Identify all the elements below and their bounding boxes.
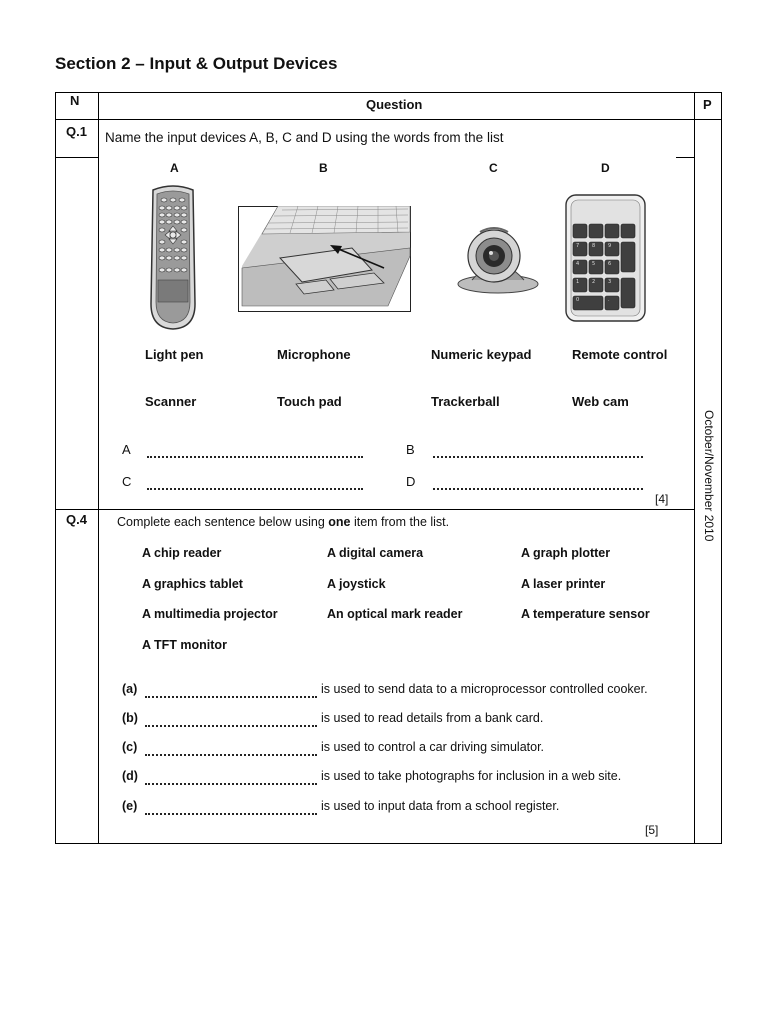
- q1-answer-line-a[interactable]: [147, 456, 363, 458]
- q4-sentence-label-d: (d): [122, 769, 138, 783]
- q1-answer-label-b: B: [406, 442, 415, 457]
- q1-answer-line-b[interactable]: [433, 456, 643, 458]
- exam-date-note: October/November 2010: [702, 410, 716, 542]
- q1-option-microphone: Microphone: [277, 347, 351, 362]
- q4-option-graph-plotter: A graph plotter: [521, 546, 611, 560]
- q4-option-optical-mark-reader: An optical mark reader: [327, 607, 463, 621]
- column-divider-p: [694, 92, 695, 844]
- q1-answer-label-d: D: [406, 474, 416, 489]
- q1-option-touch-pad: Touch pad: [277, 394, 342, 409]
- q4-answer-line-e[interactable]: [145, 813, 317, 815]
- svg-text:4: 4: [576, 261, 580, 267]
- q1-option-scanner: Scanner: [145, 394, 197, 409]
- svg-text:0: 0: [576, 297, 580, 303]
- q4-sentence-label-b: (b): [122, 711, 138, 725]
- q4-prompt-emphasis: one: [328, 515, 351, 529]
- svg-text:8: 8: [592, 243, 596, 249]
- svg-text:.: .: [608, 297, 610, 303]
- q4-sentence-text-e: is used to input data from a school register.: [321, 799, 560, 813]
- q1-number: Q.1: [66, 124, 87, 139]
- q1-answer-line-c[interactable]: [147, 488, 363, 490]
- svg-text:3: 3: [608, 279, 612, 285]
- table-header-divider: [55, 119, 722, 120]
- remote-control-icon: [143, 184, 203, 332]
- q4-answer-line-b[interactable]: [145, 725, 317, 727]
- header-p: P: [703, 97, 712, 112]
- header-question: Question: [366, 97, 423, 112]
- q4-option-multimedia-projector: A multimedia projector: [142, 607, 278, 621]
- q4-option-graphics-tablet: A graphics tablet: [142, 577, 243, 591]
- svg-text:9: 9: [608, 243, 612, 249]
- q4-option-temperature-sensor: A temperature sensor: [521, 607, 650, 621]
- q4-sentence-text-d: is used to take photographs for inclusion in a web site.: [321, 769, 622, 783]
- table-border-right: [721, 92, 722, 844]
- table-border-top: [55, 92, 722, 93]
- q4-sentence-label-c: (c): [122, 740, 138, 754]
- q4-sentence-label-e: (e): [122, 799, 138, 813]
- q4-option-chip-reader: A chip reader: [142, 546, 222, 560]
- q4-sentence-label-a: (a): [122, 682, 138, 696]
- q1-option-web-cam: Web cam: [572, 394, 629, 409]
- q4-option-digital-camera: A digital camera: [327, 546, 424, 560]
- q4-prompt-start: Complete each sentence below using: [117, 515, 329, 529]
- q1-option-remote-control: Remote control: [572, 347, 668, 362]
- picture-letter-d: D: [601, 161, 610, 175]
- svg-text:2: 2: [592, 279, 596, 285]
- q1-option-numeric-keypad: Numeric keypad: [431, 347, 532, 362]
- svg-text:1: 1: [576, 279, 580, 285]
- column-divider-n: [98, 92, 99, 844]
- q4-option-tft-monitor: A TFT monitor: [142, 638, 227, 652]
- q4-sentence-text-b: is used to read details from a bank card.: [321, 711, 544, 725]
- q4-marks: [5]: [645, 823, 659, 837]
- q4-prompt: [117, 515, 449, 529]
- q1-q4-divider: [55, 509, 695, 510]
- q1-answer-label-c: C: [122, 474, 132, 489]
- q1-marks: [4]: [655, 492, 669, 506]
- q1-p-tick: [676, 157, 694, 158]
- picture-letter-b: B: [319, 161, 328, 175]
- q1-option-trackerball: Trackerball: [431, 394, 500, 409]
- section-title: Section 2 – Input & Output Devices: [55, 54, 338, 73]
- table-border-left: [55, 92, 56, 844]
- q1-option-light-pen: Light pen: [145, 347, 204, 362]
- q4-option-laser-printer: A laser printer: [521, 577, 606, 591]
- q1-answer-label-a: A: [122, 442, 131, 457]
- touch-pad-icon: [238, 206, 411, 312]
- numeric-keypad-icon: [565, 194, 646, 322]
- q1-number-divider: [55, 157, 99, 158]
- q4-sentence-text-c: is used to control a car driving simulator.: [321, 740, 545, 754]
- q4-answer-line-a[interactable]: [145, 696, 317, 698]
- q4-prompt-end: item from the list.: [350, 515, 450, 529]
- q4-answer-line-d[interactable]: [145, 783, 317, 785]
- web-cam-icon: [450, 220, 545, 296]
- picture-letter-a: A: [170, 161, 179, 175]
- header-n: N: [70, 93, 80, 108]
- q4-answer-line-c[interactable]: [145, 754, 317, 756]
- svg-text:7: 7: [576, 243, 580, 249]
- q1-answer-line-d[interactable]: [433, 488, 643, 490]
- table-border-bottom: [55, 843, 722, 844]
- q1-prompt: Name the input devices A, B, C and D using the words from the list: [105, 130, 504, 145]
- picture-letter-c: C: [489, 161, 498, 175]
- svg-text:5: 5: [592, 261, 596, 267]
- q4-number: Q.4: [66, 512, 87, 527]
- q4-sentence-text-a: is used to send data to a microprocessor controlled cooker.: [321, 682, 648, 696]
- svg-text:6: 6: [608, 261, 612, 267]
- q4-option-joystick: A joystick: [327, 577, 386, 591]
